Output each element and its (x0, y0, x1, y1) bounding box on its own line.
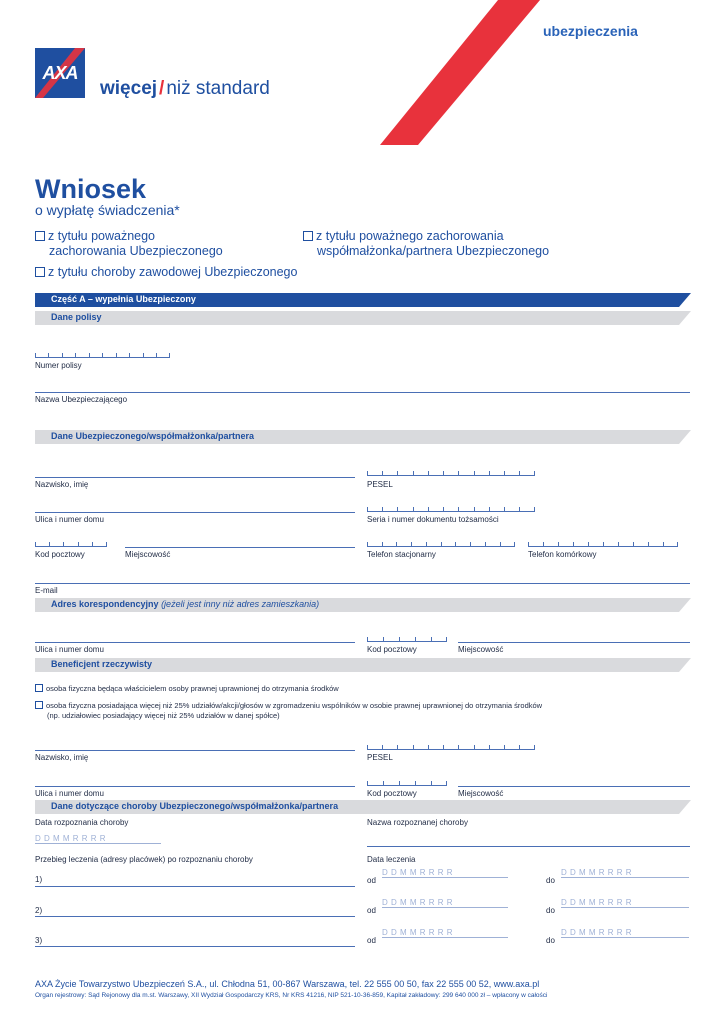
policy-number-field[interactable] (35, 353, 170, 358)
treatment-row-1-address[interactable] (35, 886, 355, 887)
policyholder-name-label: Nazwa Ubezpieczającego (35, 395, 128, 404)
treatment-row-3-number: 3) (35, 936, 43, 945)
corr-city-field[interactable] (458, 642, 690, 643)
beneficiary-street-field[interactable] (35, 786, 355, 787)
logo-text: AXA (42, 63, 78, 83)
insured-postal-label: Kod pocztowy (35, 550, 85, 559)
treatment-row-2-to-date[interactable]: D D M M R R R R (561, 898, 689, 907)
claim-option-occupational[interactable] (35, 265, 297, 280)
treatment-row-1-from-date[interactable]: D D M M R R R R (382, 868, 508, 877)
disease-section-header: Dane dotyczące choroby Ubezpieczonego/współmałżonka/partnera (51, 801, 339, 811)
beneficiary-postal-label: Kod pocztowy (367, 789, 417, 798)
correspondence-section-header (35, 598, 655, 611)
treatment-label: Przebieg leczenia (adresy placówek) po rozpoznaniu choroby (35, 855, 253, 864)
policyholder-name-field[interactable] (35, 392, 690, 393)
slogan (100, 78, 270, 100)
disease-name-label: Nazwa rozpoznanej choroby (367, 818, 468, 827)
beneficiary-name-field[interactable] (35, 750, 355, 751)
policy-section-header: Dane polisy (51, 312, 102, 322)
beneficiary-city-label: Miejscowość (458, 789, 504, 798)
treatment-row-2-from-date[interactable]: D D M M R R R R (382, 898, 508, 907)
insured-id-doc-label: Seria i numer dokumentu tożsamości (367, 515, 499, 524)
option-label: osoba fizyczna będąca właścicielem osoby prawnej uprawnionej do otrzymania środków (46, 684, 339, 693)
diagnosis-date-label: Data rozpoznania choroby (35, 818, 129, 827)
corr-postal-field[interactable] (367, 637, 447, 642)
option-label: osoba fizyczna posiadająca więcej niż 25% udziałów/akcji/głosów w zgromadzeniu wspólników w osobie prawnej uprawnionej do otrzymania środków (46, 701, 543, 710)
policy-number-label: Numer polisy (35, 361, 82, 370)
part-a-header: Część A – wypełnia Ubezpieczony (51, 294, 196, 304)
beneficiary-pesel-label: PESEL (367, 753, 393, 762)
corr-street-label: Ulica i numer domu (35, 645, 104, 654)
insured-name-label: Nazwisko, imię (35, 480, 89, 489)
option-label: z tytułu choroby zawodowej Ubezpieczonego (48, 265, 298, 279)
insured-street-label: Ulica i numer domu (35, 515, 104, 524)
insured-id-doc-field[interactable] (367, 507, 535, 512)
treatment-row-2-number: 2) (35, 906, 43, 915)
diagnosis-date-field[interactable]: D D M M R R R R (35, 834, 161, 843)
brand-tag: ubezpieczenia (543, 23, 638, 39)
treatment-row-3-from-date[interactable]: D D M M R R R R (382, 928, 508, 937)
checkbox[interactable] (35, 701, 43, 709)
treatment-row-3-to-date[interactable]: D D M M R R R R (561, 928, 689, 937)
footer-registration-info: Organ rejestrowy: Sąd Rejonowy dla m.st. Warszawy, XII Wydział Gospodarczy KRS, Nr KRS 41216, NIP 521-10-36-859, Kapitał zakładowy: 299 640 000 zł – wpłacony w całości (35, 992, 548, 999)
beneficiary-option-shareholder[interactable] (35, 701, 542, 721)
beneficiary-name-label: Nazwisko, imię (35, 753, 89, 762)
insured-name-field[interactable] (35, 477, 355, 478)
from-label: od (367, 936, 376, 945)
insured-pesel-field[interactable] (367, 471, 535, 476)
footer-company-info: AXA Życie Towarzystwo Ubezpieczeń S.A., ul. Chłodna 51, 00-867 Warszawa, tel. 22 555 00 50, fax 22 555 00 52, www.axa.pl (35, 979, 540, 989)
option-label-cont: współmałżonka/partnera Ubezpieczonego (317, 244, 550, 258)
beneficiary-postal-field[interactable] (367, 781, 447, 786)
insured-mobile-label: Telefon komórkowy (528, 550, 597, 559)
insured-email-field[interactable] (35, 583, 690, 584)
beneficiary-pesel-field[interactable] (367, 745, 535, 750)
corr-city-label: Miejscowość (458, 645, 504, 654)
axa-logo (35, 48, 85, 98)
to-label: do (546, 876, 555, 885)
checkbox[interactable] (35, 231, 45, 241)
insured-city-label: Miejscowość (125, 550, 171, 559)
insured-phone-field[interactable] (367, 542, 515, 547)
beneficiary-city-field[interactable] (458, 786, 690, 787)
corr-street-field[interactable] (35, 642, 355, 643)
from-label: od (367, 876, 376, 885)
insured-street-field[interactable] (35, 512, 355, 513)
option-label: z tytułu poważnego (48, 229, 156, 243)
corr-postal-label: Kod pocztowy (367, 645, 417, 654)
claim-option-spouse-illness[interactable] (303, 229, 549, 259)
beneficiary-section-header: Beneficjent rzeczywisty (51, 659, 153, 669)
claim-option-serious-illness[interactable] (35, 229, 223, 259)
option-label: z tytułu poważnego zachorowania (316, 229, 504, 243)
insured-mobile-field[interactable] (528, 542, 678, 547)
insured-city-field[interactable] (125, 547, 355, 548)
to-label: do (546, 906, 555, 915)
checkbox[interactable] (35, 267, 45, 277)
treatment-row-1-number: 1) (35, 875, 43, 884)
slogan-bold: więcej (100, 78, 158, 99)
form-title: Wniosek (35, 174, 147, 204)
slogan-slash: / (159, 78, 165, 99)
form-subtitle: o wypłatę świadczenia* (35, 202, 180, 218)
insured-section-header: Dane Ubezpieczonego/współmałżonka/partnera (51, 431, 255, 441)
to-label: do (546, 936, 555, 945)
checkbox[interactable] (35, 684, 43, 692)
treatment-row-2-address[interactable] (35, 916, 355, 917)
insured-phone-label: Telefon stacjonarny (367, 550, 436, 559)
insured-pesel-label: PESEL (367, 480, 393, 489)
decorative-red-stripe (380, 0, 540, 145)
option-label-cont: zachorowania Ubezpieczonego (49, 244, 223, 258)
treatment-row-1-to-date[interactable]: D D M M R R R R (561, 868, 689, 877)
beneficiary-option-owner[interactable] (35, 684, 339, 693)
insured-email-label: E-mail (35, 586, 58, 595)
from-label: od (367, 906, 376, 915)
disease-name-field[interactable] (367, 846, 690, 847)
slogan-rest: niż standard (166, 78, 270, 99)
insured-postal-field[interactable] (35, 542, 107, 547)
correspondence-note: (jeżeli jest inny niż adres zamieszkania) (161, 599, 320, 609)
correspondence-title: Adres korespondencyjny (51, 599, 159, 609)
beneficiary-street-label: Ulica i numer domu (35, 789, 104, 798)
option-label-cont: (np. udziałowiec posiadający więcej niż 25% udziałów w danej spółce) (47, 711, 280, 720)
treatment-date-label: Data leczenia (367, 855, 416, 864)
treatment-row-3-address[interactable] (35, 946, 355, 947)
checkbox[interactable] (303, 231, 313, 241)
